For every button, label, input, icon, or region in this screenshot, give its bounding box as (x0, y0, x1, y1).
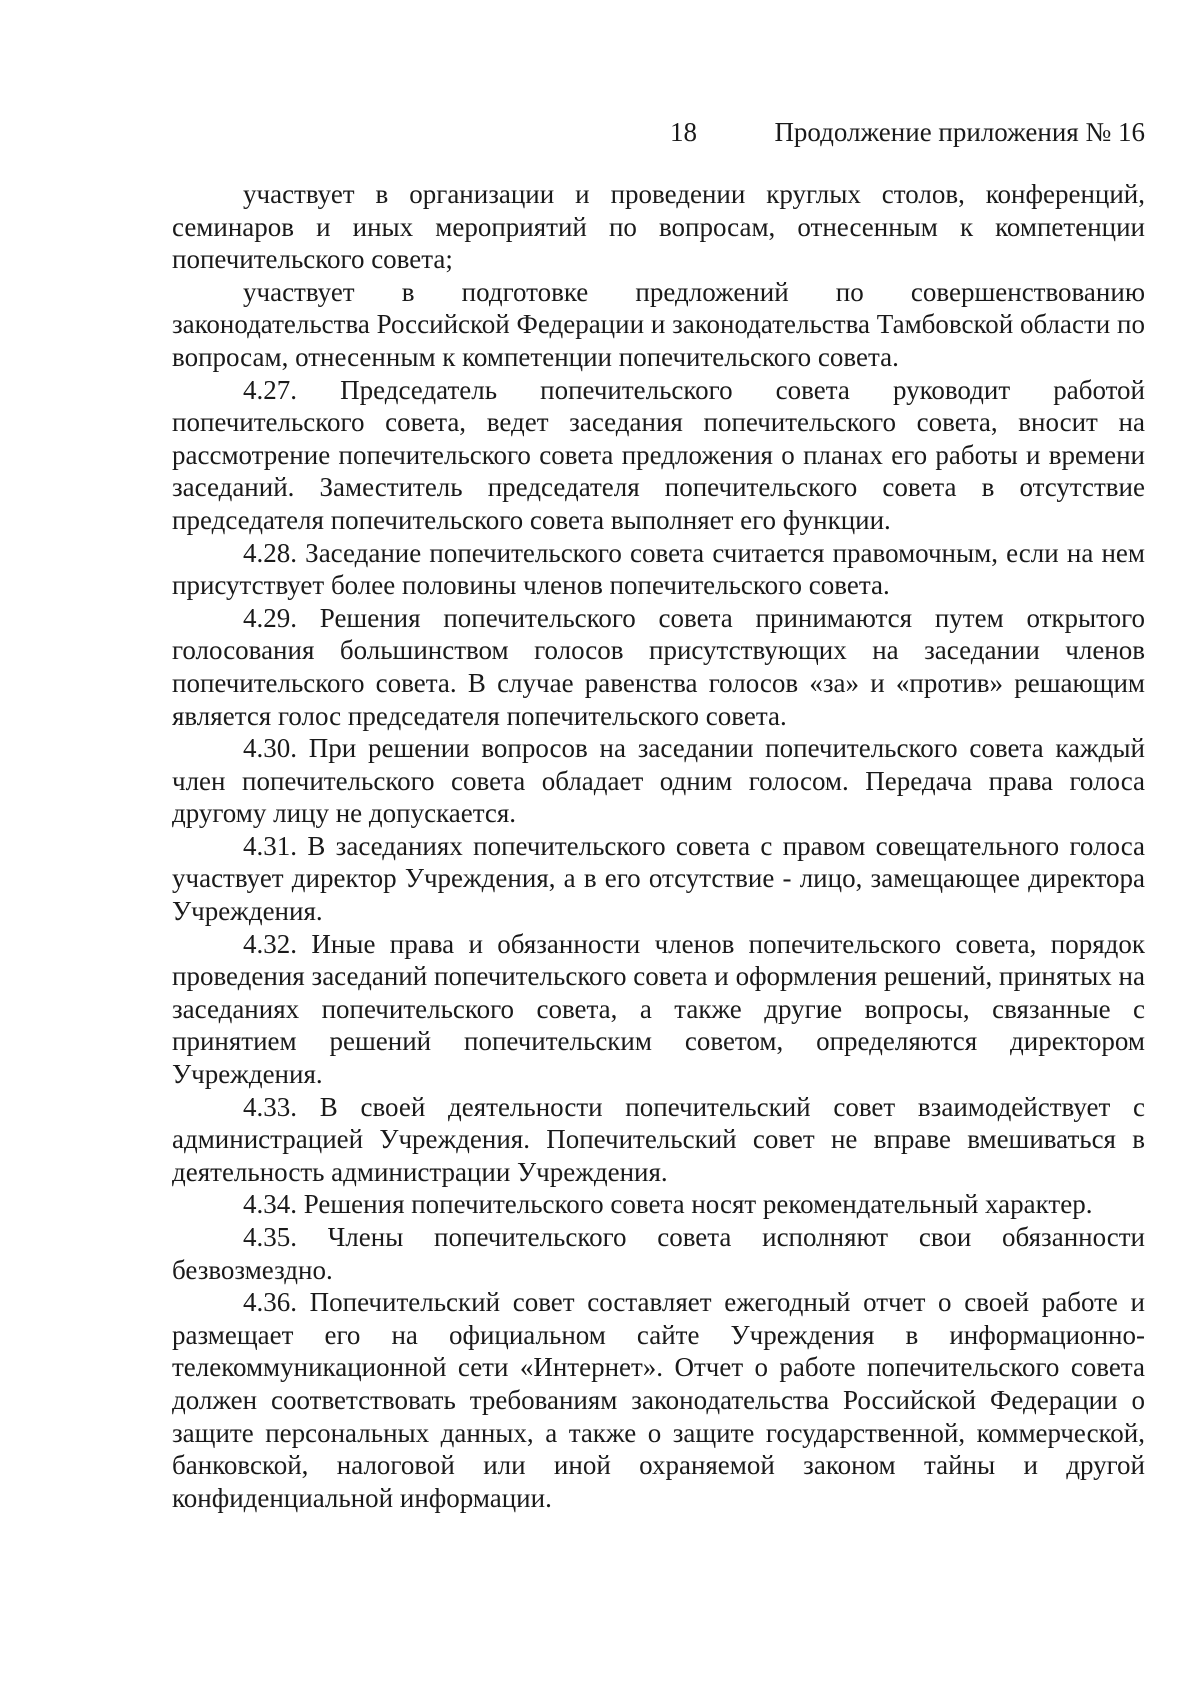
document-body (172, 178, 1145, 1514)
paragraph-4-36: 4.36. Попечительский совет составляет ежегодный отчет о своей работе и размещает его на официальном сайте Учреждения в информационно-телекоммуникационной сети «Интернет». Отчет о работе попечительского совета должен соответствовать требованиям законодательства Российской Федерации о защите персональных данных, а также о защите государственной, коммерческой, банковской, налоговой или иной охраняемой законом тайны и другой конфиденциальной информации. (172, 1287, 1145, 1513)
paragraph-4-28: 4.28. Заседание попечительского совета считается правомочным, если на нем присутствует более половины членов попечительского совета. (172, 537, 1145, 601)
paragraph-4-35: 4.35. Члены попечительского совета исполняют свои обязанности безвозмездно. (172, 1222, 1145, 1285)
appendix-caption: Продолжение приложения № 16 (774, 117, 1145, 147)
paragraph-4-29: 4.29. Решения попечительского совета принимаются путем открытого голосования большинством голосов присутствующих на заседании членов попечительского совета. В случае равенства голосов «за» и «против» решающим является голос председателя попечительского совета. (172, 602, 1145, 731)
page-header (172, 112, 1145, 152)
paragraph-4-31: 4.31. В заседаниях попечительского совета с правом совещательного голоса участвует директор Учреждения, а в его отсутствие - лицо, замещающее директора Учреждения. (172, 830, 1145, 927)
paragraph-legislation-proposals: участвует в подготовке предложений по совершенствованию законодательства Российской Федерации и законодательства Тамбовской области по вопросам, отнесенным к компетенции попечительского совета. (172, 276, 1145, 372)
page-number: 18 (670, 117, 697, 147)
paragraph-4-34: 4.34. Решения попечительского совета носят рекомендательный характер. (243, 1189, 1093, 1220)
paragraph-4-30: 4.30. При решении вопросов на заседании попечительского совета каждый член попечительского совета обладает одним голосом. Передача права голоса другому лицу не допускается. (172, 733, 1145, 829)
paragraph-round-tables: участвует в организации и проведении круглых столов, конференций, семинаров и иных мероприятий по вопросам, отнесенным к компетенции попечительского совета; (172, 179, 1145, 275)
paragraph-4-27: 4.27. Председатель попечительского совета руководит работой попечительского совета, ведет заседания попечительского совета, вносит на рассмотрение попечительского совета предложения о планах его работы и времени заседаний. Заместитель председателя попечительского совета в отсутствие председателя попечительского совета выполняет его функции. (172, 374, 1145, 535)
paragraph-4-32: 4.32. Иные права и обязанности членов попечительского совета, порядок проведения заседаний попечительского совета и оформления решений, принятых на заседаниях попечительского совета, а также другие вопросы, связанные с принятием решений попечительским советом, определяются директором Учреждения. (172, 928, 1145, 1090)
paragraph-4-33: 4.33. В своей деятельности попечительский совет взаимодействует с администрацией Учреждения. Попечительский совет не вправе вмешиваться в деятельность администрации Учреждения. (172, 1091, 1145, 1187)
